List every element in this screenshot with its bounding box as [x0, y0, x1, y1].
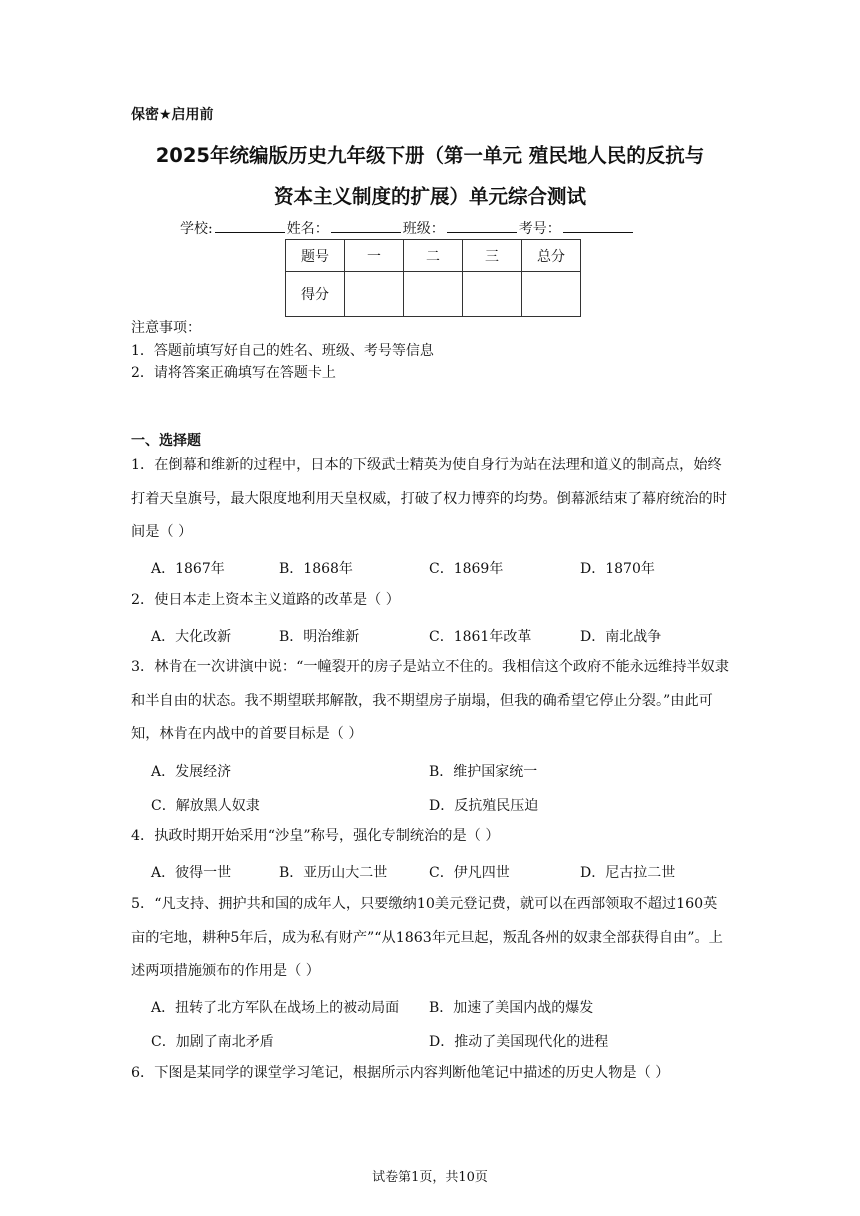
score-header-cell: 三: [463, 240, 522, 272]
score-header-cell: 二: [404, 240, 463, 272]
option-c[interactable]: C．加剧了南北矛盾: [151, 1034, 274, 1050]
score-table: [285, 239, 581, 317]
option-a[interactable]: A．彼得一世: [151, 865, 232, 881]
question-4-options: [131, 862, 731, 886]
score-row-label: 得分: [286, 272, 345, 317]
exam-no-label: 考号：: [518, 221, 561, 237]
option-c[interactable]: C．解放黑人奴隶: [151, 798, 260, 814]
score-cell[interactable]: [463, 272, 522, 317]
option-b[interactable]: B．维护国家统一: [429, 764, 538, 780]
score-header-cell: 题号: [286, 240, 345, 272]
option-b[interactable]: B．加速了美国内战的爆发: [429, 1000, 594, 1016]
option-d[interactable]: D．1870年: [580, 561, 655, 577]
notes-heading: 注意事项：: [131, 320, 201, 336]
question-4-text: 4．执政时期开始采用“沙皇”称号，强化专制统治的是（ ）: [131, 828, 500, 844]
question-6-text: 6．下图是某同学的课堂学习笔记，根据所示内容判断他笔记中描述的历史人物是（ ）: [131, 1065, 670, 1081]
question-5-text: 5．“凡支持、拥护共和国的成年人，只要缴纳10美元登记费，就可以在西部领取不超过160英亩的宅地，耕种5年后，成为私有财产”“从1863年元旦起，叛乱各州的奴隶全部获得自由”。上述两项措施颁布的作用是（ ）: [131, 896, 723, 979]
exam-title-line-2: 资本主义制度的扩展）单元综合测试: [273, 185, 586, 208]
school-label: 学校:: [180, 221, 213, 237]
score-cell[interactable]: [522, 272, 581, 317]
option-c[interactable]: C．1861年改革: [429, 629, 532, 645]
section-title-choice: 一、选择题: [131, 433, 201, 449]
option-b[interactable]: B．亚历山大二世: [279, 865, 388, 881]
score-table-score-row: [286, 272, 581, 317]
question-3-options-row2: [131, 795, 731, 819]
option-d[interactable]: D．推动了美国现代化的进程: [429, 1034, 609, 1050]
question-1-text: 1．在倒幕和维新的过程中，日本的下级武士精英为使自身行为站在法理和道义的制高点，始终打着天皇旗号，最大限度地利用天皇权威，打破了权力博弈的均势。倒幕派结束了幕府统治的时间是（ ）: [131, 457, 727, 540]
student-info-line: [180, 218, 635, 238]
exam-title-line-1: 2025年统编版历史九年级下册（第一单元 殖民地人民的反抗与: [155, 144, 705, 167]
school-blank[interactable]: [215, 220, 285, 233]
question-2-options: [131, 626, 731, 650]
exam-no-blank[interactable]: [563, 220, 633, 233]
secret-mark: 保密★启用前: [131, 107, 214, 123]
note-item: 2．请将答案正确填写在答题卡上: [131, 365, 336, 381]
score-header-cell: 一: [345, 240, 404, 272]
question-3-options-row1: [131, 761, 731, 785]
name-label: 姓名：: [286, 221, 329, 237]
question-1-options: [131, 558, 731, 582]
option-c[interactable]: C．1869年: [429, 561, 504, 577]
option-b[interactable]: B．明治维新: [279, 629, 360, 645]
class-label: 班级：: [402, 221, 445, 237]
score-table-header-row: [286, 240, 581, 272]
option-c[interactable]: C．伊凡四世: [429, 865, 510, 881]
score-cell[interactable]: [404, 272, 463, 317]
score-cell[interactable]: [345, 272, 404, 317]
class-blank[interactable]: [447, 220, 517, 233]
note-item: 1．答题前填写好自己的姓名、班级、考号等信息: [131, 343, 434, 359]
question-2-text: 2．使日本走上资本主义道路的改革是（ ）: [131, 592, 400, 608]
score-header-cell: 总分: [522, 240, 581, 272]
question-5-options-row2: [131, 1031, 731, 1055]
option-b[interactable]: B．1868年: [279, 561, 353, 577]
option-d[interactable]: D．南北战争: [580, 629, 662, 645]
option-d[interactable]: D．反抗殖民压迫: [429, 798, 539, 814]
option-d[interactable]: D．尼古拉二世: [580, 865, 676, 881]
option-a[interactable]: A．1867年: [151, 561, 225, 577]
question-3-text: 3．林肯在一次讲演中说：“一幢裂开的房子是站立不住的。我相信这个政府不能永远维持半奴隶和半自由的状态。我不期望联邦解散，我不期望房子崩塌，但我的确希望它停止分裂。”由此可知，林肯在内战中的首要目标是（ ）: [131, 659, 729, 742]
question-5-options-row1: [131, 997, 731, 1021]
option-a[interactable]: A．发展经济: [151, 764, 232, 780]
page-footer: 试卷第1页，共10页: [372, 1170, 488, 1185]
name-blank[interactable]: [331, 220, 401, 233]
option-a[interactable]: A．扭转了北方军队在战场上的被动局面: [151, 1000, 400, 1016]
option-a[interactable]: A．大化改新: [151, 629, 232, 645]
